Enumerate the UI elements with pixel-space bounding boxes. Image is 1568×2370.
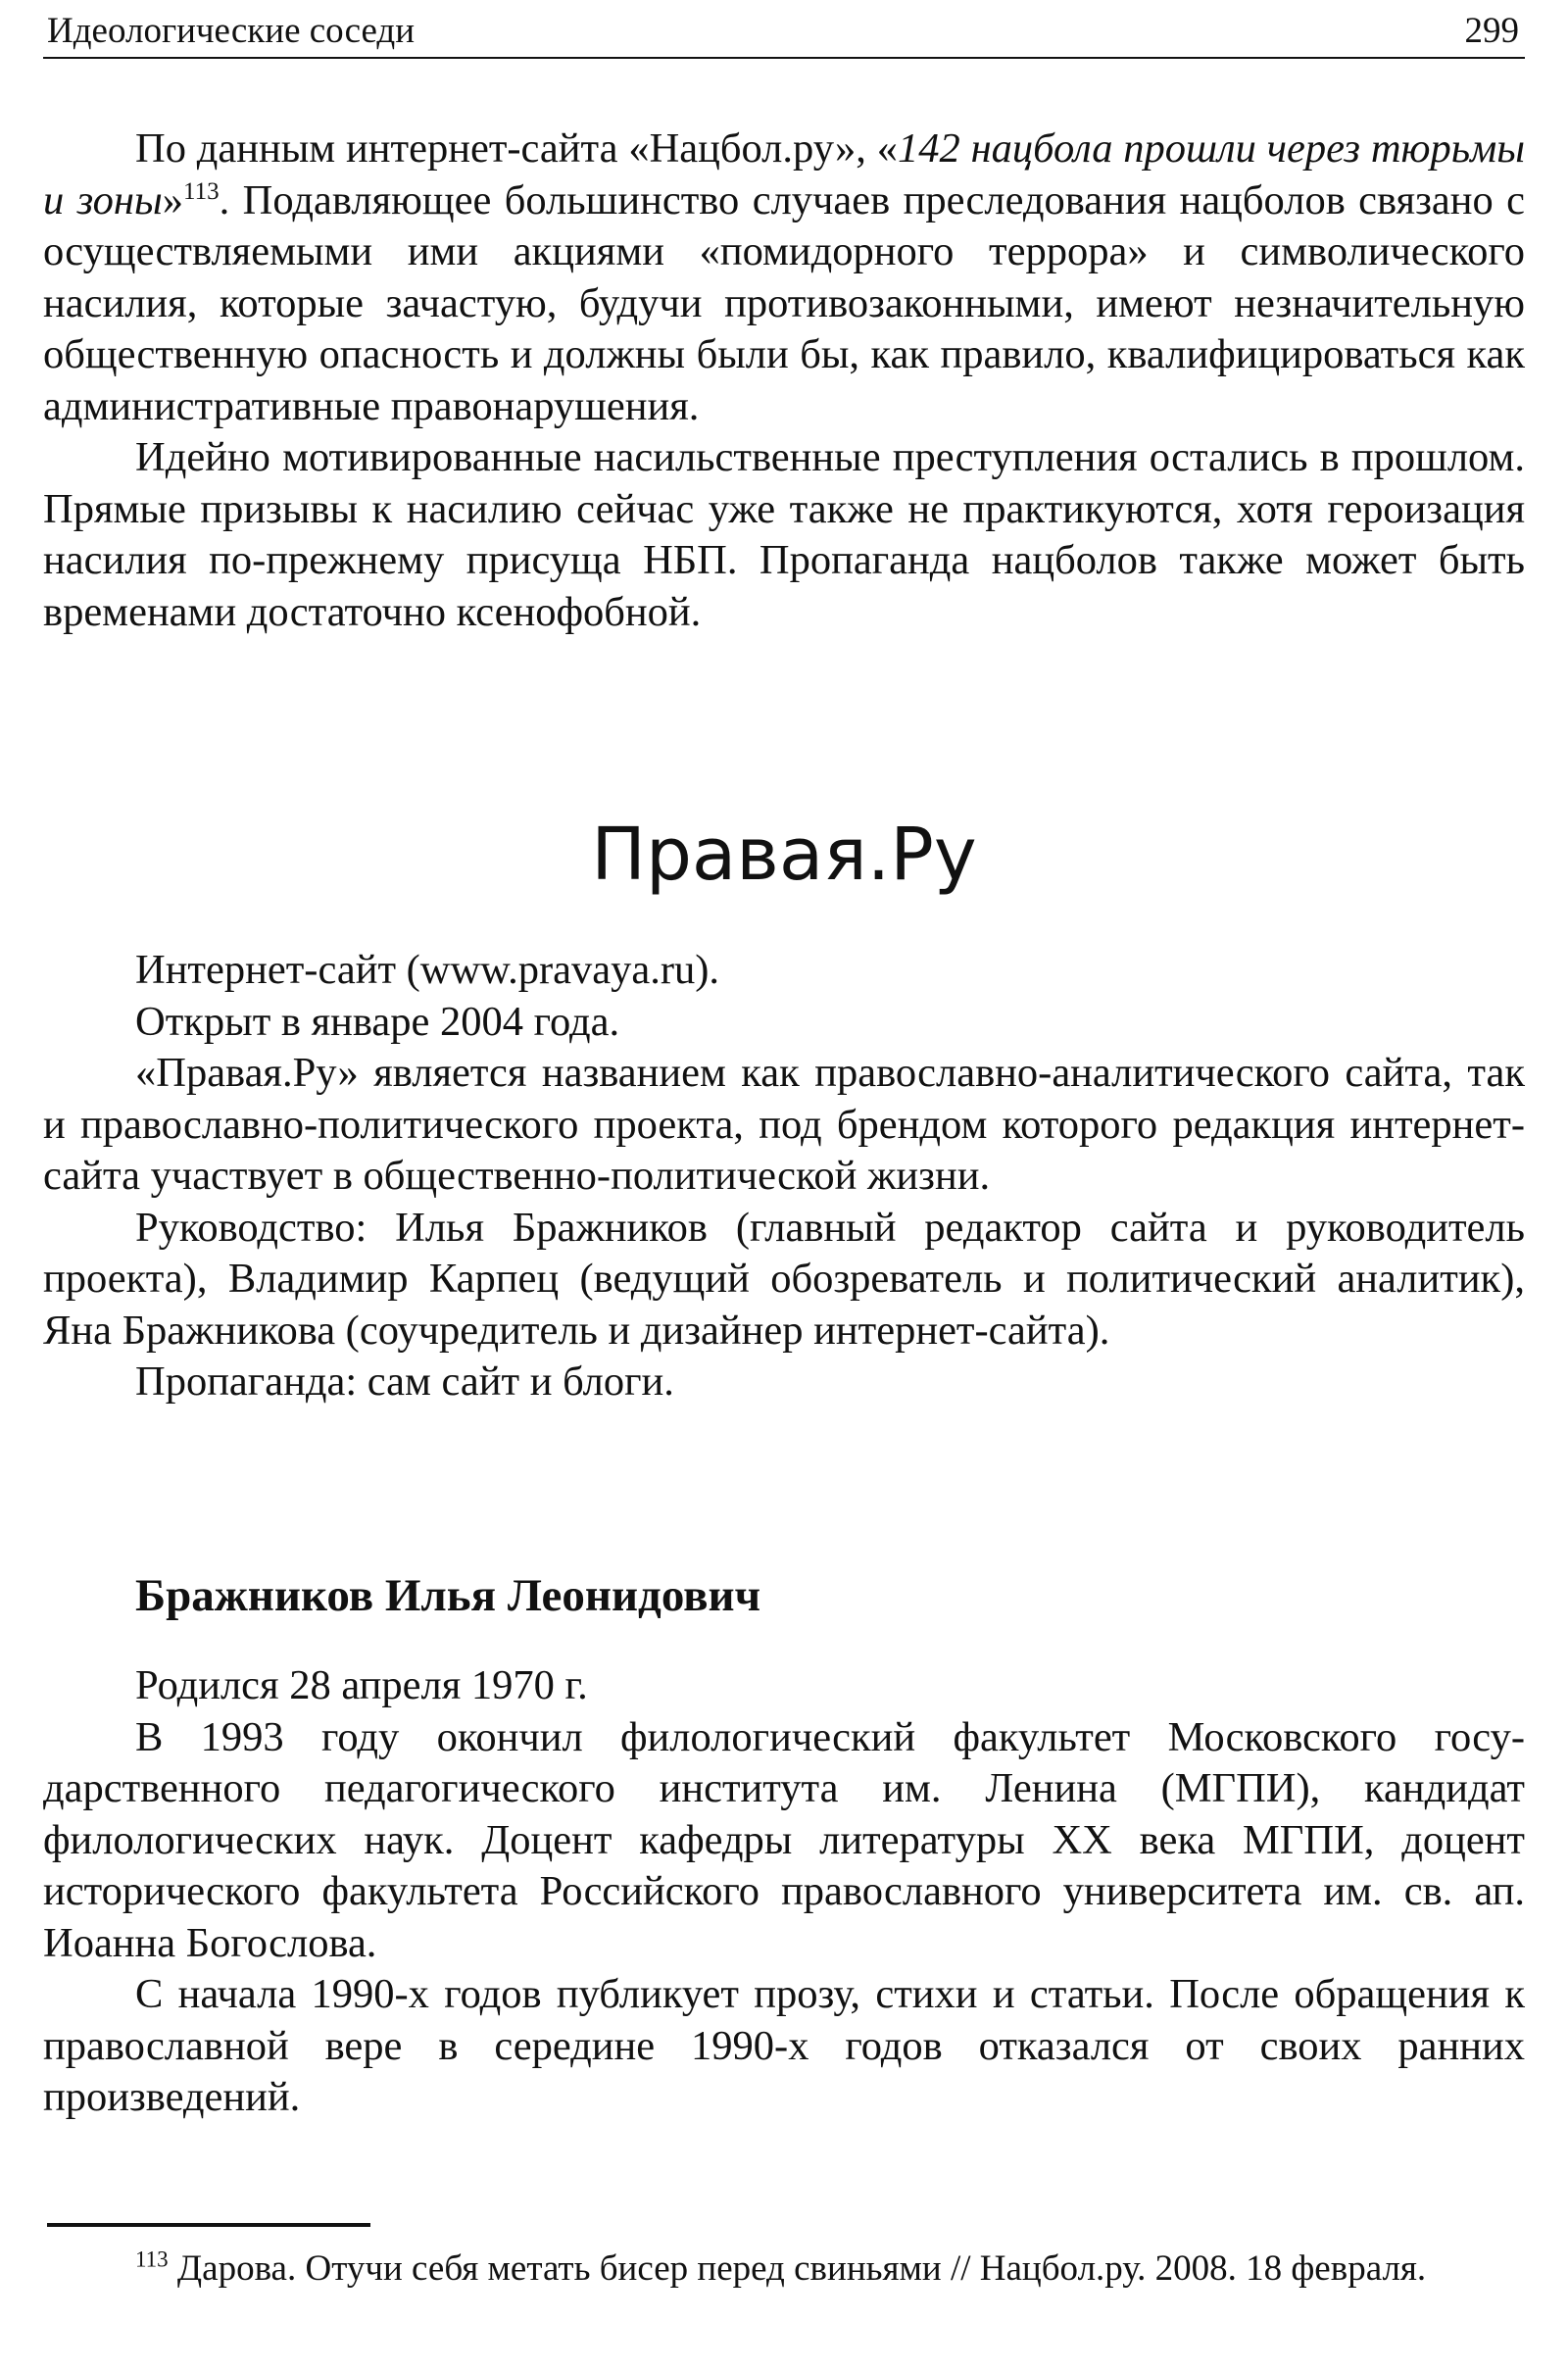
footnote-text: [43, 2247, 1525, 2292]
paragraph: Пропаганда: сам сайт и блоги.: [135, 1358, 674, 1405]
intro-block: [43, 123, 1525, 638]
paragraph: В 1993 году окончил филологический факультет Московского государственного педагогического института им. Ленина (МГПИ), кандидат филологических наук. Доцент кафедры литературы XX века МГПИ, доцент исторического факультета Российского православного университета им. св. ап. Иоанна Богослова.: [43, 1713, 1525, 1966]
footnote-body: Дарова. Отучи себя метать бисер перед свиньями // Нацбол.ру. 2008. 18 февраля.: [168, 2248, 1427, 2289]
page-number: 299: [1464, 11, 1519, 51]
person-heading: Бражников Илья Леонидович: [135, 1570, 761, 1621]
italic-quote: 142 нацбола прошли через тюрьмы и зоны: [43, 125, 1526, 223]
text-run: . Подавляющее большинство случаев преследования нацболов связано с осуществляемыми ими акциями «помидорного террора» и символического насилия, которые зачастую, будучи противозаконными, имеют незначительную общественную опасность и должны были бы, как правило, квалифицироваться как административные правонарушения.: [43, 176, 1526, 429]
paragraph: С начала 1990-х годов публикует прозу, стихи и статьи. После обращения к православной вере в середине 1990-х годов отказался от своих ранних произведений.: [43, 1971, 1525, 2120]
section-block: [43, 945, 1525, 1408]
paragraph: Идейно мотивированные насильственные преступления остались в прошлом. Прямые призывы к насилию сейчас уже также не практикуются, хотя героизация насилия по-прежнему присуща НБП. Пропаганда нацболов также может быть временами достаточно ксенофобной.: [43, 434, 1525, 635]
paragraph: Интернет-сайт (www.pravaya.ru).: [135, 947, 720, 993]
paragraph: Родился 28 апреля 1970 г.: [135, 1662, 588, 1708]
running-head-title: Идеологические соседи: [47, 11, 416, 51]
footnote: [43, 2247, 1525, 2292]
footnote-number: 113: [135, 2247, 169, 2272]
text-run: По данным интернет-сайта «Нацбол.ру», «: [135, 125, 898, 172]
running-head: [43, 6, 1525, 59]
person-block: [43, 1660, 1525, 2124]
paragraph: [43, 123, 1525, 432]
text-run: »: [162, 176, 184, 223]
paragraph: «Правая.Ру» является названием как православно-аналитического сайта, так и православно-политического проекта, под брендом которого редакция интернет-сайта участвует в общественно-политической жизни.: [43, 1050, 1525, 1199]
book-page: [43, 0, 1525, 2370]
section-title: Правая.Ру: [591, 813, 977, 897]
paragraph: Руководство: Илья Бражников (главный редактор сайта и руководитель проекта), Владимир Карпец (ведущий обозреватель и политический аналитик), Яна Бражникова (соучредитель и дизайнер интернет-сайта).: [43, 1204, 1525, 1354]
footnote-ref: 113: [183, 177, 220, 205]
paragraph: Открыт в январе 2004 года.: [135, 998, 620, 1045]
footnote-divider: [47, 2223, 370, 2227]
